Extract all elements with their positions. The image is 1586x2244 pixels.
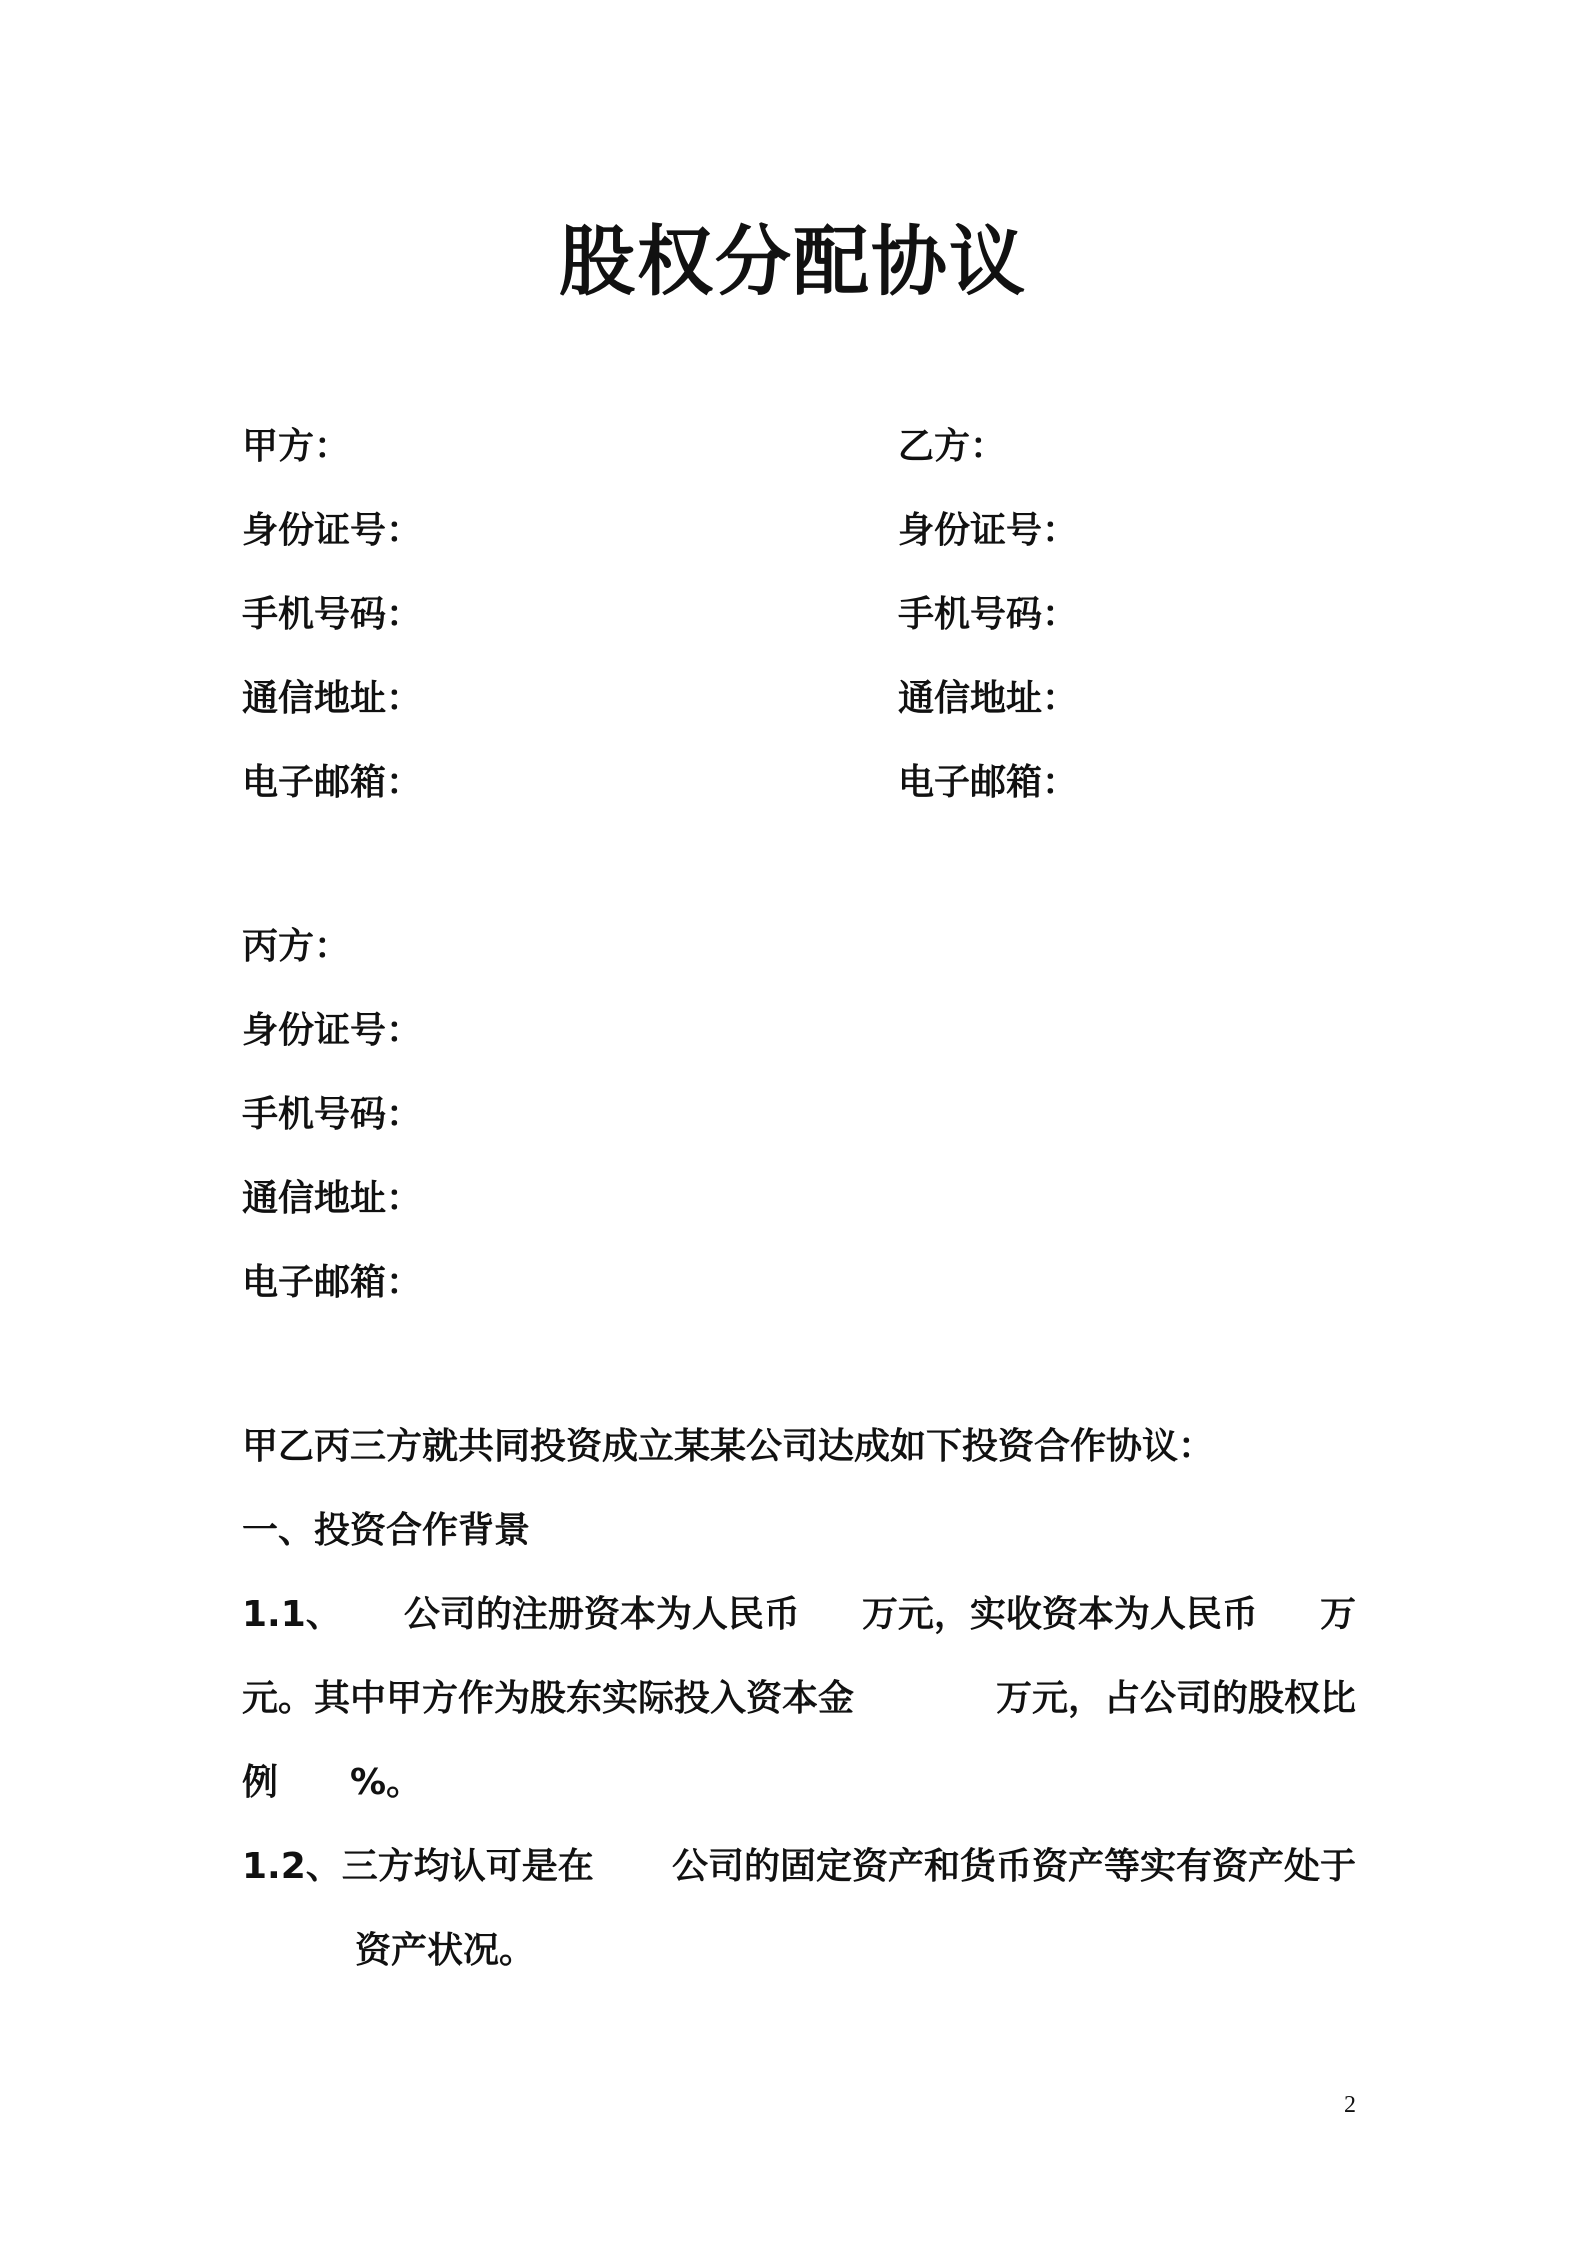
clause-1-2-line-1 — [242, 1825, 1356, 1909]
party-b-email-label: 电子邮箱： — [898, 762, 1079, 803]
document-title: 股权分配协议 — [559, 217, 1027, 306]
party-c-address-label: 通信地址： — [242, 1178, 423, 1219]
party-b-phone-label: 手机号码： — [898, 594, 1079, 635]
clause-1-1-text-c: 万 — [1319, 1594, 1356, 1635]
clause-1-2-text-a: 1.2、三方均认可是在 — [242, 1846, 594, 1887]
party-c-id-label: 身份证号： — [242, 1010, 423, 1051]
clause-1-1-text-f: 例 — [242, 1762, 279, 1803]
party-b-id-label: 身份证号： — [898, 510, 1079, 551]
party-c-block — [242, 905, 422, 1325]
party-b-name-label: 乙方： — [898, 426, 1007, 467]
clause-1-2-line-2: 资产状况。 — [355, 1930, 536, 1971]
party-a-name-label: 甲方： — [242, 426, 351, 467]
party-c-name-label: 丙方： — [242, 926, 351, 967]
clause-1-1-number: 1.1、 — [242, 1594, 342, 1635]
party-a-phone-label: 手机号码： — [242, 594, 423, 635]
party-a-email-label: 电子邮箱： — [242, 762, 423, 803]
section-1-heading: 一、投资合作背景 — [242, 1510, 531, 1551]
party-c-phone-label: 手机号码： — [242, 1094, 423, 1135]
clause-1-1-text-e: 万元，占公司的股权比 — [995, 1678, 1356, 1719]
clause-1-1-text-a: 公司的注册资本为人民币 — [403, 1594, 800, 1635]
clause-1-1-line-3 — [242, 1741, 1356, 1825]
intro-paragraph: 甲乙丙三方就共同投资成立某某公司达成如下投资合作协议： — [242, 1426, 1215, 1467]
party-a-id-label: 身份证号： — [242, 510, 423, 551]
party-b-address-label: 通信地址： — [898, 678, 1079, 719]
party-a-address-label: 通信地址： — [242, 678, 423, 719]
clause-1-1-line-2 — [242, 1657, 1356, 1741]
clause-1-1-line-1 — [242, 1573, 1356, 1657]
clause-1-1-text-g: %。 — [350, 1762, 423, 1803]
clause-1-1-text-d: 元。其中甲方作为股东实际投入资本金 — [242, 1678, 855, 1719]
party-c-email-label: 电子邮箱： — [242, 1262, 423, 1303]
page-number: 2 — [1344, 2092, 1356, 2118]
clause-1-1-text-b: 万元，实收资本为人民币 — [861, 1594, 1258, 1635]
party-b-block — [898, 405, 1078, 825]
clause-1-2-text-b: 公司的固定资产和货币资产等实有资产处于 — [671, 1846, 1356, 1887]
party-a-block — [242, 405, 422, 825]
